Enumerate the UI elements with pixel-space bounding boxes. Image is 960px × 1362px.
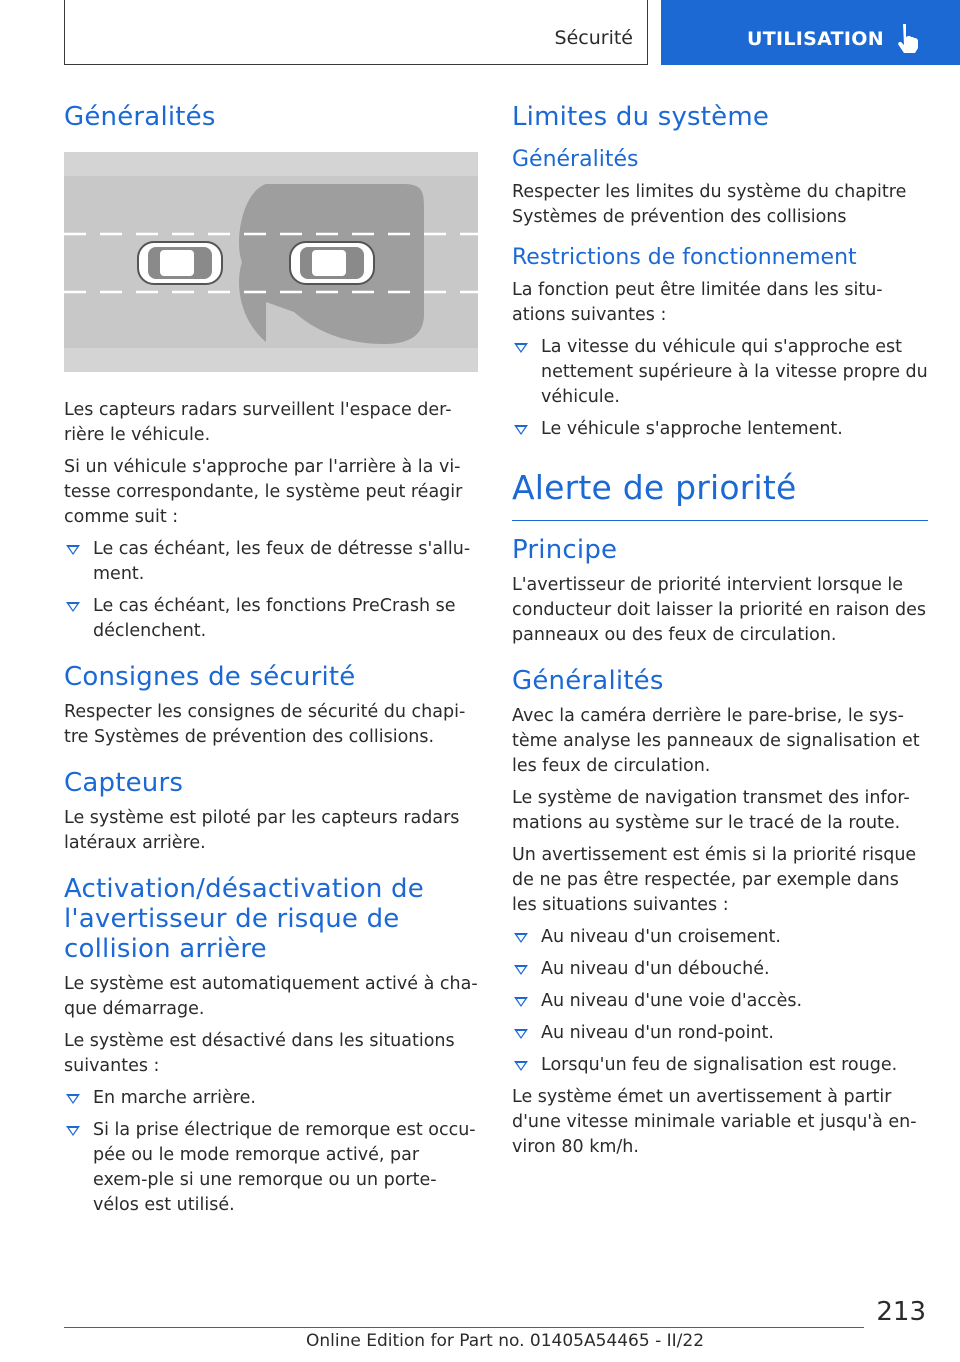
- bullet-triangle-icon: [66, 545, 80, 555]
- priority-paragraph-2: Le système de navigation transmet des infor-mations au système sur le tracé de la route.: [512, 788, 910, 833]
- header-chapter-tab[interactable]: [661, 0, 960, 65]
- general-list: [64, 537, 478, 644]
- principle-paragraph: L'avertisseur de priorité intervient lorsque le conducteur doit laisser la priorité en raison des panneaux ou des feux de circulation.: [512, 575, 926, 645]
- list-item: Si la prise électrique de remorque est occu-pée ou le mode remorque activé, par exem-ple si une remorque ou un porte-vélos est utilisé.: [64, 1118, 478, 1218]
- priority-list: [512, 925, 928, 1078]
- general-paragraph-2: Si un véhicule s'approche par l'arrière à la vi-tesse correspondante, le système peut réagir comme suit :: [64, 457, 463, 527]
- general-paragraph-1: Les capteurs radars surveillent l'espace der-rière le véhicule.: [64, 400, 452, 445]
- page-number: 213: [876, 1297, 926, 1327]
- right-column: [512, 96, 928, 1167]
- bullet-triangle-icon: [66, 1126, 80, 1136]
- activation-paragraph-1: Le système est automatiquement activé à cha-que démarrage.: [64, 974, 478, 1019]
- heading-restrictions: Restrictions de fonctionnement: [512, 245, 857, 270]
- header-chapter-title: UTILISATION: [747, 28, 884, 50]
- footer-divider: [64, 1327, 864, 1328]
- restrictions-list: [512, 335, 928, 442]
- bullet-triangle-icon: [66, 1094, 80, 1104]
- list-item: Au niveau d'un croisement.: [512, 925, 928, 950]
- list-item: La vitesse du véhicule qui s'approche est nettement supérieure à la vitesse propre du véhicule.: [512, 335, 928, 410]
- activation-list: [64, 1086, 478, 1218]
- bullet-triangle-icon: [514, 1061, 528, 1071]
- left-column: [64, 96, 478, 1225]
- heading-limits: Limites du système: [512, 102, 770, 132]
- heading-principle: Principe: [512, 535, 618, 565]
- rear-radar-illustration: [64, 152, 478, 372]
- priority-paragraph-3: Un avertissement est émis si la priorité risque de ne pas être respectée, par exemple dans les situations suivantes :: [512, 845, 917, 915]
- sensors-paragraph: Le système est piloté par les capteurs radars latéraux arrière.: [64, 808, 460, 853]
- limits-general-paragraph: Respecter les limites du système du chapitre Systèmes de prévention des collisions: [512, 182, 907, 227]
- activation-paragraph-2: Le système est désactivé dans les situations suivantes :: [64, 1031, 455, 1076]
- list-item: Le véhicule s'approche lentement.: [512, 417, 928, 442]
- priority-paragraph-4: Le système émet un avertissement à partir d'une vitesse minimale variable et jusqu'à en-viron 80 km/h.: [512, 1087, 917, 1157]
- list-item: Au niveau d'un rond-point.: [512, 1021, 928, 1046]
- bullet-triangle-icon: [514, 1029, 528, 1039]
- bullet-triangle-icon: [66, 602, 80, 612]
- bullet-triangle-icon: [514, 425, 528, 435]
- list-item: Au niveau d'un débouché.: [512, 957, 928, 982]
- safety-paragraph: Respecter les consignes de sécurité du chapi-tre Systèmes de prévention des collisions.: [64, 702, 466, 747]
- list-item: Lorsqu'un feu de signalisation est rouge.: [512, 1053, 928, 1078]
- heading-activation: Activation/désactivation de l'avertisseur de risque de collision arrière: [64, 874, 424, 964]
- priority-paragraph-1: Avec la caméra derrière le pare-brise, le sys-tème analyse les panneaux de signalisation et les feux de circulation.: [512, 706, 920, 776]
- header-section-title: Sécurité: [554, 27, 633, 49]
- bullet-triangle-icon: [514, 933, 528, 943]
- heading-priority-alert: Alerte de priorité: [512, 468, 928, 521]
- bullet-triangle-icon: [514, 343, 528, 353]
- heading-sensors: Capteurs: [64, 768, 184, 798]
- header-section-box: [64, 0, 648, 65]
- pointing-hand-icon: [895, 22, 921, 54]
- footer-edition: Online Edition for Part no. 01405A54465 - II/22: [306, 1331, 705, 1351]
- heading-limits-general: Généralités: [512, 147, 639, 172]
- heading-safety: Consignes de sécurité: [64, 662, 356, 692]
- list-item: Le cas échéant, les feux de détresse s'allu-ment.: [64, 537, 478, 587]
- car-left: [138, 242, 222, 284]
- restrictions-paragraph: La fonction peut être limitée dans les situ-ations suivantes :: [512, 280, 883, 325]
- heading-general: Généralités: [64, 102, 216, 132]
- list-item: Le cas échéant, les fonctions PreCrash se déclenchent.: [64, 594, 478, 644]
- bullet-triangle-icon: [514, 965, 528, 975]
- list-item: En marche arrière.: [64, 1086, 478, 1111]
- car-right: [290, 242, 374, 284]
- heading-priority-general: Généralités: [512, 666, 664, 696]
- bullet-triangle-icon: [514, 997, 528, 1007]
- list-item: Au niveau d'une voie d'accès.: [512, 989, 928, 1014]
